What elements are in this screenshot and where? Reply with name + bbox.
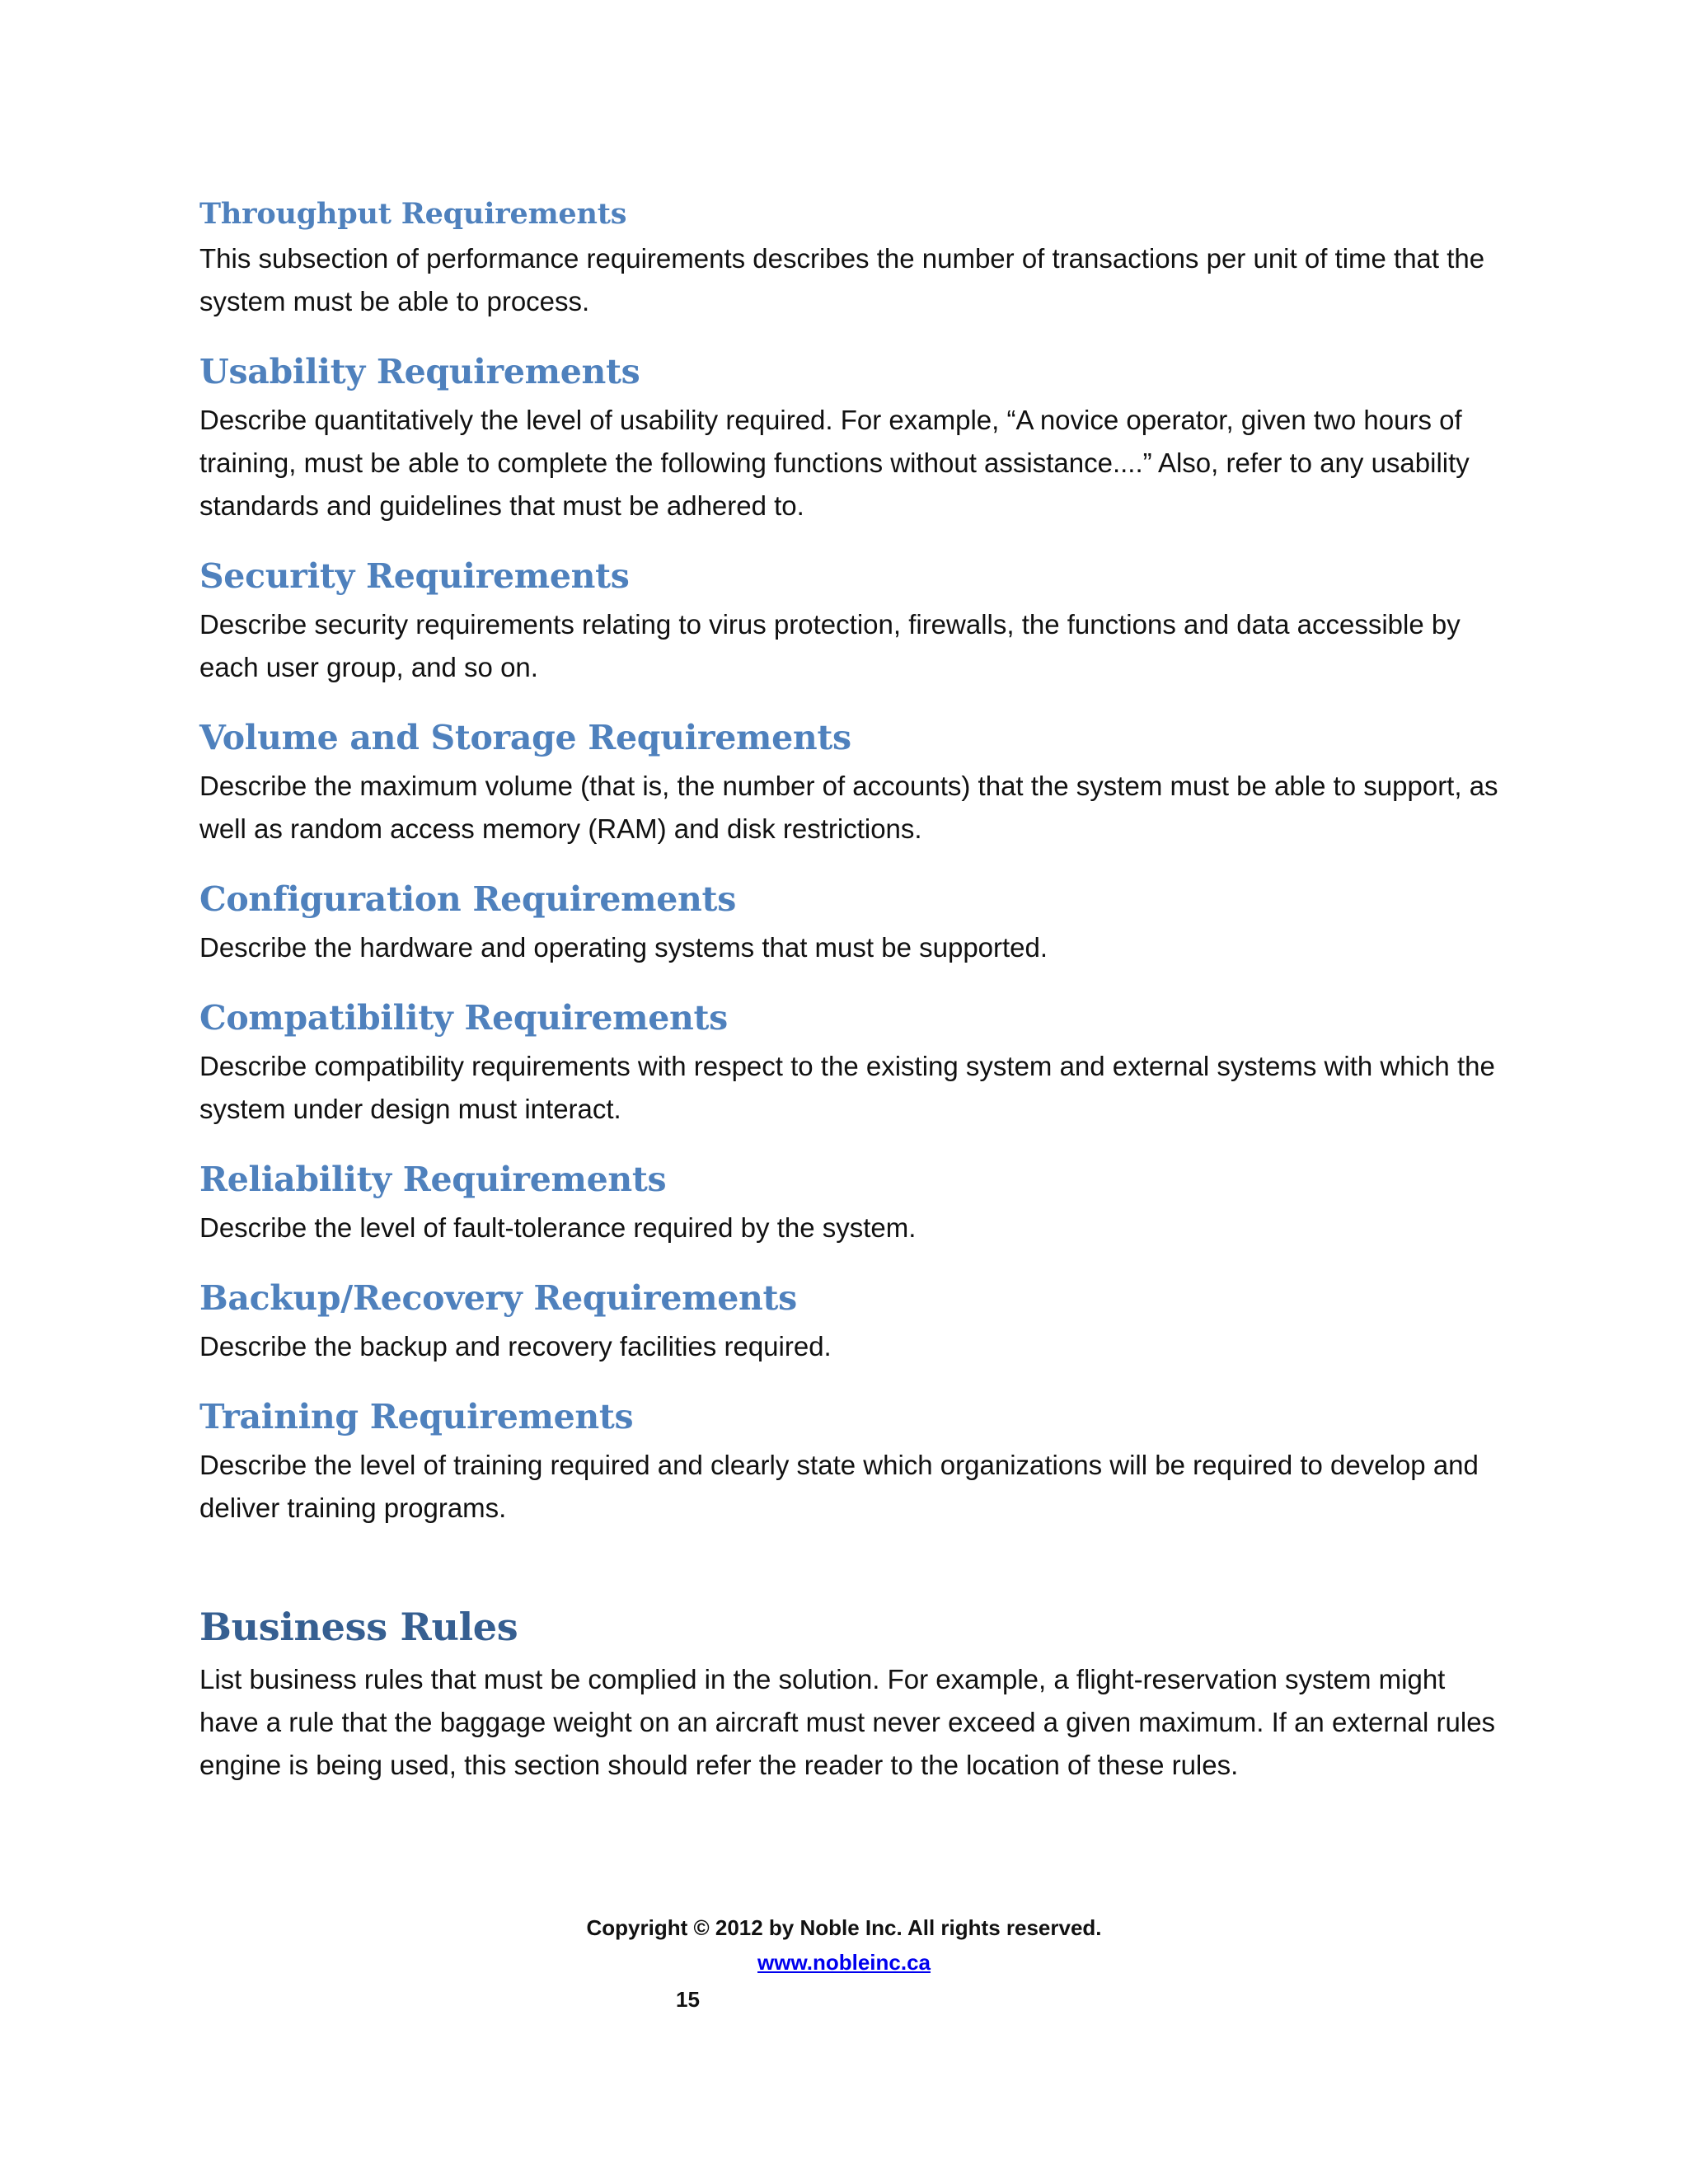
section-body: This subsection of performance requirements describes the number of transactions per unit of time that the system must be able to process. bbox=[199, 243, 1485, 316]
page-number: 15 bbox=[676, 1987, 700, 2012]
section-heading: Backup/Recovery Requirements bbox=[199, 1278, 797, 1318]
copyright-notice: Copyright © 2012 by Noble Inc. All rights reserved. bbox=[586, 1915, 1102, 1940]
section-body: Describe quantitatively the level of usability required. For example, “A novice operator, given two hours of training, must be able to complete the following functions without assistance....” Also, refer to any usability standards and guidelines that must be adhered to. bbox=[199, 405, 1470, 521]
section-body: Describe security requirements relating to virus protection, firewalls, the functions and data accessible by each user group, and so on. bbox=[199, 609, 1461, 682]
section-body: Describe the backup and recovery facilities required. bbox=[199, 1331, 832, 1361]
section-heading: Training Requirements bbox=[199, 1397, 634, 1436]
website-link[interactable]: www.nobleinc.ca bbox=[757, 1950, 931, 1975]
section-heading: Throughput Requirements bbox=[199, 197, 627, 231]
page-footer bbox=[0, 1910, 1688, 1980]
section-heading: Compatibility Requirements bbox=[199, 998, 728, 1038]
section-usability bbox=[199, 353, 1502, 527]
section-heading: Usability Requirements bbox=[199, 352, 640, 391]
section-body: Describe the hardware and operating systems that must be supported. bbox=[199, 932, 1048, 963]
section-body: Describe the level of fault-tolerance required by the system. bbox=[199, 1212, 917, 1243]
section-heading: Configuration Requirements bbox=[199, 879, 736, 919]
section-body: Describe the maximum volume (that is, the number of accounts) that the system must be able to support, as well as random access memory (RAM) and disk restrictions. bbox=[199, 771, 1498, 844]
section-compatibility bbox=[199, 999, 1502, 1131]
section-reliability bbox=[199, 1160, 1502, 1249]
section-throughput bbox=[199, 198, 1502, 323]
section-heading: Reliability Requirements bbox=[199, 1160, 667, 1199]
section-body: Describe compatibility requirements with respect to the existing system and external systems with which the system under design must interact. bbox=[199, 1051, 1495, 1124]
section-heading: Business Rules bbox=[199, 1605, 518, 1649]
section-business-rules bbox=[199, 1605, 1502, 1787]
footer-website-line bbox=[0, 1945, 1688, 1980]
section-security bbox=[199, 557, 1502, 689]
section-configuration bbox=[199, 880, 1502, 969]
section-heading: Security Requirements bbox=[199, 556, 630, 596]
section-body: List business rules that must be complied in the solution. For example, a flight-reservation system might have a rule that the baggage weight on an aircraft must never exceed a given maximum. If an external rules engine is being used, this section should refer the reader to the location of these rules. bbox=[199, 1664, 1496, 1780]
section-backup-recovery bbox=[199, 1279, 1502, 1368]
section-training bbox=[199, 1398, 1502, 1530]
page-content bbox=[199, 198, 1502, 1787]
section-heading: Volume and Storage Requirements bbox=[199, 718, 851, 757]
section-body: Describe the level of training required and clearly state which organizations will be required to develop and deliver training programs. bbox=[199, 1450, 1479, 1523]
section-volume-storage bbox=[199, 719, 1502, 851]
